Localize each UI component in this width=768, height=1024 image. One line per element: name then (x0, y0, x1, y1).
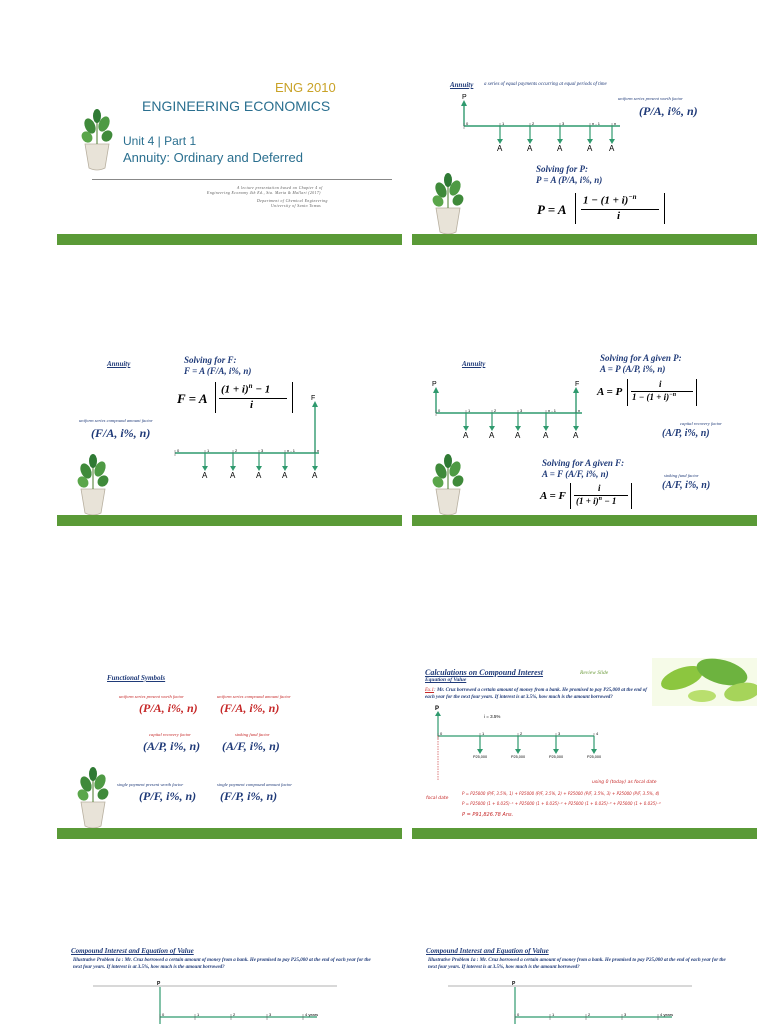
payment-label: A (497, 144, 503, 153)
factor-name: sinking fund factor (235, 732, 270, 737)
formula-lhs: A = P (597, 386, 623, 398)
tick-label: 0 (517, 1012, 520, 1017)
tick-label: 4 (596, 731, 599, 736)
formula-lhs: F = A (177, 391, 208, 406)
footer-bar (57, 515, 402, 526)
payment-label: P25,000 (549, 755, 564, 759)
payment-label: A (256, 471, 262, 480)
tick-label: 2 (233, 1012, 236, 1017)
p-label: P (462, 94, 467, 101)
payment-label: A (312, 471, 318, 480)
factor-symbol: (F/A, i%, n) (91, 426, 151, 440)
work-line: P = P25000 (P/F, 3.5%, 1) + P25000 (P/F, 3.5%, 2) + P25000 (P/F, 3.5%, 3) + P25000 (P/F, 3.5%, 4) (462, 791, 660, 796)
factor-name: uniform series compound amount factor (217, 694, 291, 699)
unit-label: Unit 4 | Part 1 (123, 134, 197, 148)
formula-denominator: $1 - (1 + i)^{-n}$ (632, 392, 677, 402)
p-label: P (435, 706, 440, 712)
footer-bar (412, 234, 757, 245)
payment-label: A (202, 471, 208, 480)
tick-label: 3 (520, 408, 523, 413)
plant-image (73, 766, 113, 832)
factor-symbol: (A/P, i%, n) (143, 739, 201, 753)
f-label: F (311, 395, 316, 402)
slide-compound-interest-review (412, 644, 757, 839)
slide-title (57, 50, 402, 245)
cash-flow-diagram (442, 977, 702, 1024)
factor-symbol-p: (A/P, i%, n) (662, 428, 710, 439)
payment-label: A (463, 431, 469, 440)
slide-annuity-future-worth (57, 331, 402, 526)
tick-label: n (614, 121, 617, 126)
factor-symbol: (P/F, i%, n) (139, 789, 197, 803)
cash-flow-diagram (452, 94, 632, 158)
tick-label: 2 (494, 408, 497, 413)
factor-symbol-f: (A/F, i%, n) (662, 480, 711, 491)
tick-label: 2 (235, 448, 238, 453)
tick-label: 4 years (660, 1012, 674, 1017)
tick-label: 2 (588, 1012, 591, 1017)
tick-label: 0 (440, 731, 443, 736)
payment-label: A (573, 431, 579, 440)
payment-label: A (557, 144, 563, 153)
slide-heading: Compound Interest and Equation of Value (71, 947, 194, 955)
factor-name-p: capital recovery factor (680, 421, 722, 426)
p-label: P (432, 381, 437, 388)
factor-symbol: (P/A, i%, n) (139, 701, 198, 715)
slide-annuity-given (412, 331, 757, 526)
tick-label: 1 (197, 1012, 200, 1017)
handwritten-note: using 0 (today) as focal date (592, 780, 657, 785)
formula-denominator: i (250, 399, 254, 411)
payment-arrowhead (553, 749, 559, 754)
tick-label: 3 (562, 121, 565, 126)
problem-text: Illustrative Problem 1a : Mr. Cruz borrowed a certain amount of money from a bank. He promised to pay P25,000 at the end of each year for the next four years. If interest is at 3.5%, how much is the amount borrowed? (428, 958, 726, 970)
tick-label: n - 1 (592, 121, 601, 126)
example-label: Ex.1 (425, 688, 435, 693)
subject-title: ENGINEERING ECONOMICS (142, 98, 331, 114)
p-label: P (157, 981, 161, 987)
solving-label: Solving for P: (536, 164, 589, 174)
tick-label: 3 (558, 731, 561, 736)
payment-label: A (515, 431, 521, 440)
equation: P = A (P/A, i%, n) (536, 175, 603, 185)
tick-label: n - 1 (287, 448, 296, 453)
plant-image (428, 453, 468, 519)
leaves-image (652, 658, 757, 706)
factor-symbol: (F/A, i%, n) (220, 701, 280, 715)
payment-label: A (587, 144, 593, 153)
course-code: ENG 2010 (275, 80, 336, 95)
factor-name-f: sinking fund factor (664, 473, 699, 478)
payment-arrows (438, 731, 601, 759)
factor-name: single payment present worth factor (117, 782, 184, 787)
credit-line-4: University of Santo Tomas (271, 204, 322, 208)
tick-label: 1 (502, 121, 505, 126)
formula-lhs: A = F (540, 490, 566, 502)
tick-label: n - 1 (548, 408, 557, 413)
tick-label: n (317, 448, 320, 453)
payment-label: A (282, 471, 288, 480)
formula-denominator: $(1 + i)^n - 1$ (576, 496, 617, 506)
factor-name: uniform series compound amount factor (79, 418, 153, 423)
plant-image (73, 453, 113, 519)
slide-illustrative-problem (57, 937, 402, 1024)
equation-f: A = F (A/F, i%, n) (542, 469, 609, 479)
tick-label: 4 years (305, 1012, 319, 1017)
tick-label: 3 (624, 1012, 627, 1017)
slide-heading: Calculations on Compound Interest (425, 668, 544, 677)
payment-arrowhead (515, 749, 521, 754)
factor-symbol: (F/P, i%, n) (220, 789, 278, 803)
factor-name: uniform series present worth factor (119, 694, 184, 699)
factor-name: single payment compound amount factor (217, 782, 293, 787)
payment-label: P25,000 (587, 755, 602, 759)
equation-p: A = P (A/P, i%, n) (600, 364, 666, 374)
f-label: F (575, 381, 580, 388)
formula-lhs: P = A (537, 202, 567, 217)
formula-numerator: i (659, 379, 662, 389)
footer-bar (57, 234, 402, 245)
solving-label-f: Solving for A given F: (542, 458, 625, 468)
plant-image (77, 108, 117, 174)
factor-name: uniform series present worth factor (618, 96, 683, 101)
tick-label: 1 (207, 448, 210, 453)
solving-label-p: Solving for A given P: (600, 353, 682, 363)
formula-denominator: i (617, 210, 621, 222)
tick-label: 0 (438, 408, 441, 413)
footer-bar (57, 828, 402, 839)
tick-label: 2 (532, 121, 535, 126)
payment-label: P25,000 (511, 755, 526, 759)
cash-flow-diagram (87, 977, 347, 1024)
payment-label: A (609, 144, 615, 153)
slide-annuity-present-worth (412, 50, 757, 245)
credit-line-2: Engineering Economy 4th Ed., Sta. Maria & Mallari (2017) (207, 191, 321, 195)
tick-label: 0 (162, 1012, 165, 1017)
divider (92, 179, 392, 180)
tick-label: 3 (269, 1012, 272, 1017)
formula-numerator: i (598, 483, 601, 493)
slide-heading: Annuity (462, 360, 486, 368)
payment-label: A (527, 144, 533, 153)
credit-line-1: A lecture presentation based on Chapter 4 of (237, 186, 323, 190)
focal-date-label: focal date (426, 796, 449, 801)
work-line: P = P25000 (1 + 0.035)⁻¹ + P25000 (1 + 0.035)⁻² + P25000 (1 + 0.035)⁻³ + P25000 (1 + 0.035)⁻⁴ (462, 801, 661, 806)
payment-arrowhead (591, 749, 597, 754)
payment-arrowhead (477, 749, 483, 754)
payment-label: A (230, 471, 236, 480)
p-label: P (512, 981, 516, 987)
cash-flow-diagram (422, 702, 602, 780)
work-line: P = P91,826.78 Ans. (462, 812, 514, 818)
factor-symbol: (P/A, i%, n) (639, 104, 698, 118)
review-label: Review Slide (580, 670, 609, 676)
factor-name: capital recovery factor (149, 732, 191, 737)
example-body: Mr. Cruz borrowed a certain amount of money from a bank. He promised to pay P25,000 at the end of each year for the next four years. If interest is at 3.5%, how much is the amount borrowed? (425, 688, 647, 700)
cash-flow-diagram (430, 379, 590, 445)
tick-label: 0 (466, 121, 469, 126)
cash-flow-diagram (167, 393, 327, 487)
tick-label: 3 (261, 448, 264, 453)
slide-heading: Functional Symbols (107, 674, 166, 682)
annuity-definition: a series of equal payments occurring at equal periods of time (484, 82, 607, 87)
footer-bar (412, 828, 757, 839)
plant-image (428, 172, 468, 238)
slide-illustrative-problem (412, 937, 757, 1024)
tick-label: 1 (552, 1012, 555, 1017)
slide-title-text: Annuity: Ordinary and Deferred (123, 150, 303, 165)
subheading: Equation of Value (425, 677, 467, 683)
tick-label: n (578, 408, 581, 413)
footer-bar (412, 515, 757, 526)
formula-numerator: $1 - (1 + i)^{-n}$ (583, 193, 637, 207)
payment-label: A (489, 431, 495, 440)
slide-heading: Compound Interest and Equation of Value (426, 947, 549, 955)
slide-heading: Annuity (107, 360, 131, 368)
tick-label: 2 (520, 731, 523, 736)
tick-label: 1 (468, 408, 471, 413)
payment-label: A (543, 431, 549, 440)
payment-label: P25,000 (473, 755, 488, 759)
slide-functional-symbols (57, 644, 402, 839)
tick-label: 0 (177, 448, 180, 453)
factor-symbol: (A/F, i%, n) (222, 739, 280, 753)
slide-heading: Annuity (450, 81, 474, 89)
example-text: Ex.1: Mr. Cruz borrowed a certain amount of money from a bank. He promised to pay P25,000 at the end of each year for the next four years. If interest is at 3.5%, how much is the amount borrowed? (425, 688, 647, 700)
credit-line-3: Department of Chemical Engineering (257, 199, 328, 203)
rate-label: i = 3.5% (484, 714, 501, 719)
tick-label: 1 (482, 731, 485, 736)
formula-numerator: $(1 + i)^n - 1$ (221, 382, 271, 396)
problem-text: Illustrative Problem 1a : Mr. Cruz borrowed a certain amount of money from a bank. He promised to pay P25,000 at the end of each year for the next four years. If interest is at 3.5%, how much is the amount borrowed? (73, 958, 371, 970)
solving-label: Solving for F: (184, 355, 237, 365)
equation: F = A (F/A, i%, n) (184, 366, 252, 376)
